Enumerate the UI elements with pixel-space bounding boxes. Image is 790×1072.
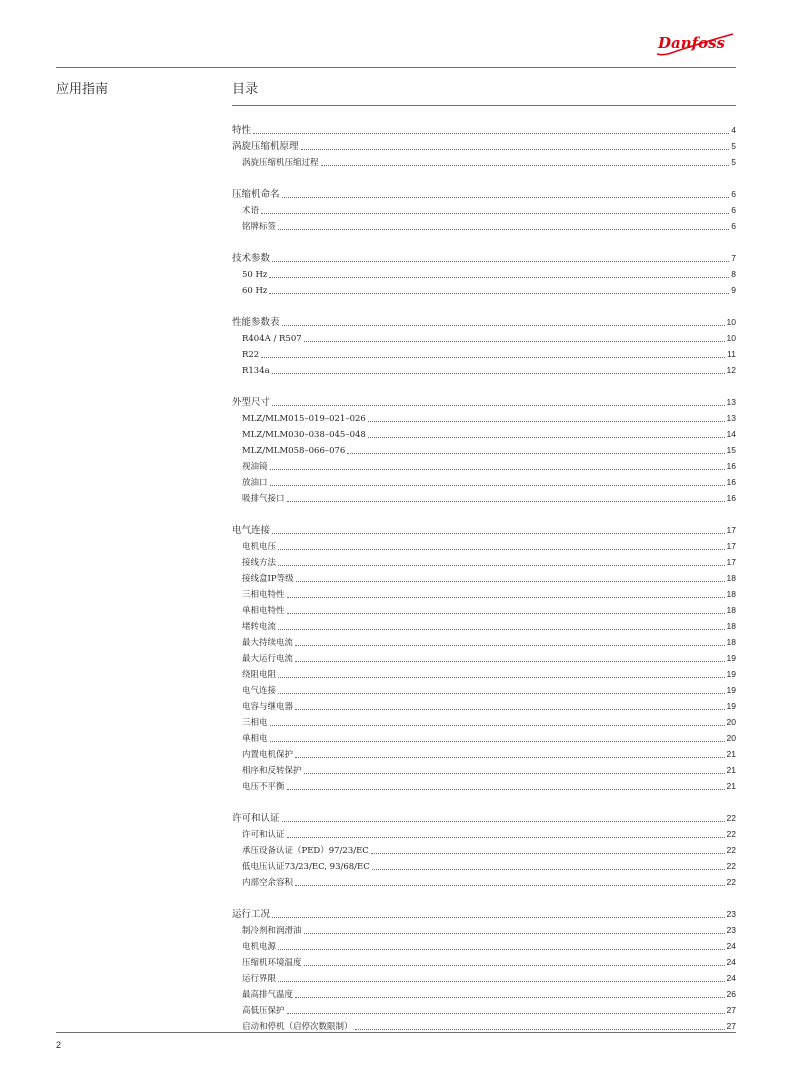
toc-entry-page: 24 [726, 957, 736, 967]
toc-entry-page: 18 [726, 589, 736, 599]
dot-leader [321, 154, 730, 166]
toc-entry-label: 电气连接 [232, 525, 271, 536]
page-number: 2 [56, 1040, 62, 1050]
dot-leader [270, 474, 725, 486]
dot-leader [295, 698, 725, 710]
dot-leader [270, 730, 725, 742]
toc-entry-label: 单相电特性 [242, 606, 285, 616]
toc-entry-label: 最大持续电流 [242, 638, 294, 648]
toc-entry-label: R134a [242, 366, 270, 376]
dot-leader [372, 858, 725, 870]
toc-entry-page: 14 [726, 429, 736, 439]
toc-entry-label: 铭牌标签 [242, 222, 277, 232]
toc-entry[interactable] [232, 314, 736, 330]
toc-subentry[interactable] [232, 554, 736, 570]
toc-entry-page: 5 [731, 157, 736, 167]
toc-entry-page: 6 [731, 205, 736, 215]
toc-entry-page: 20 [726, 717, 736, 727]
toc-entry-page: 11 [727, 349, 736, 359]
toc-entry-label: 电气连接 [242, 686, 277, 696]
page-title: 目录 [232, 81, 259, 96]
toc-subentry[interactable] [232, 538, 736, 554]
dot-leader [295, 650, 725, 662]
toc-subentry[interactable] [232, 346, 736, 362]
dot-leader [272, 522, 725, 534]
toc-subentry[interactable] [232, 490, 736, 506]
title-rule [232, 105, 736, 106]
toc-subentry[interactable] [232, 362, 736, 378]
toc-entry-page: 23 [726, 925, 736, 935]
toc-entry-label: 电压不平衡 [242, 782, 285, 792]
toc-subentry[interactable] [232, 410, 736, 426]
toc-subentry[interactable] [232, 714, 736, 730]
dot-leader [287, 586, 725, 598]
toc-entry-label: 单相电 [242, 734, 268, 744]
toc-entry-page: 17 [726, 541, 736, 551]
toc-entry-page: 21 [726, 749, 736, 759]
dot-leader [301, 138, 730, 150]
toc-entry-page: 21 [726, 765, 736, 775]
toc-entry-label: 外型尺寸 [232, 397, 271, 408]
toc-entry-page: 7 [731, 253, 736, 263]
dot-leader [261, 346, 725, 358]
dot-leader [371, 842, 725, 854]
toc-entry-label: 运行工况 [232, 909, 271, 920]
toc-entry-label: 运行界限 [242, 974, 277, 984]
toc-entry-page: 6 [731, 189, 736, 199]
toc-entry-label: 低电压认证73/23/EC, 93/68/EC [242, 862, 370, 872]
toc-entry-label: 最大运行电流 [242, 654, 294, 664]
toc-section [232, 186, 736, 234]
toc-entry[interactable] [232, 250, 736, 266]
toc-entry[interactable] [232, 906, 736, 922]
dot-leader [295, 634, 725, 646]
dot-leader [368, 410, 725, 422]
toc-entry-page: 10 [726, 317, 736, 327]
toc-entry-page: 8 [731, 269, 736, 279]
toc-subentry[interactable] [232, 458, 736, 474]
toc-entry-label: 60 Hz [242, 286, 268, 296]
toc-entry-page: 17 [726, 557, 736, 567]
dot-leader [278, 538, 725, 550]
toc-entry-page: 17 [726, 525, 736, 535]
toc-subentry[interactable] [232, 954, 736, 970]
toc-subentry[interactable] [232, 874, 736, 890]
toc-entry-page: 22 [726, 861, 736, 871]
toc-entry-page: 10 [726, 333, 736, 343]
toc-entry-label: 许可和认证 [232, 813, 280, 824]
danfoss-logo [654, 29, 736, 57]
dot-leader [269, 266, 729, 278]
toc-subentry[interactable] [232, 426, 736, 442]
toc-subentry[interactable] [232, 922, 736, 938]
toc-entry-page: 16 [726, 493, 736, 503]
toc-entry-page: 24 [726, 941, 736, 951]
dot-leader [355, 1018, 725, 1030]
toc-entry-label: 涡旋压缩机压缩过程 [242, 158, 319, 168]
toc-entry[interactable] [232, 186, 736, 202]
dot-leader [270, 458, 725, 470]
toc-entry-page: 19 [726, 685, 736, 695]
toc-subentry[interactable] [232, 986, 736, 1002]
toc-section [232, 314, 736, 378]
toc-subentry[interactable] [232, 570, 736, 586]
dot-leader [278, 554, 725, 566]
toc-entry-page: 6 [731, 221, 736, 231]
toc-subentry[interactable] [232, 282, 736, 298]
toc-entry-page: 15 [726, 445, 736, 455]
toc-entry-page: 16 [726, 461, 736, 471]
toc-entry[interactable] [232, 522, 736, 538]
dot-leader [253, 122, 729, 134]
toc-entry-page: 4 [731, 125, 736, 135]
toc-subentry[interactable] [232, 698, 736, 714]
toc-entry-label: 吸排气接口 [242, 494, 285, 504]
dot-leader [304, 762, 725, 774]
dot-leader [272, 394, 725, 406]
toc-subentry[interactable] [232, 442, 736, 458]
toc-entry-label: 压缩机环境温度 [242, 958, 302, 968]
toc-entry-label: 电机电压 [242, 542, 277, 552]
toc-entry-label: 内置电机保护 [242, 750, 294, 760]
dot-leader [296, 570, 725, 582]
footer-rule [56, 1032, 736, 1033]
toc-entry-label: 启动和停机（启停次数限制） [242, 1022, 353, 1032]
dot-leader [261, 202, 729, 214]
toc-entry-label: 内部空余容积 [242, 878, 294, 888]
brand-wordmark: Danfoss [658, 34, 725, 52]
dot-leader [368, 426, 725, 438]
toc-entry-label: 承压设备认证（PED）97/23/EC [242, 846, 369, 856]
toc-section [232, 906, 736, 1034]
toc-subentry[interactable] [232, 730, 736, 746]
toc-entry-page: 27 [726, 1021, 736, 1031]
dot-leader [278, 666, 725, 678]
toc-entry-label: 性能参数表 [232, 317, 280, 328]
toc-entry-label: 许可和认证 [242, 830, 285, 840]
toc-entry-label: 接线盒IP等级 [242, 574, 294, 584]
toc-section [232, 522, 736, 794]
toc-entry-page: 9 [731, 285, 736, 295]
toc-subentry[interactable] [232, 634, 736, 650]
toc-entry-label: MLZ/MLM030–038–045–048 [242, 430, 366, 440]
toc-entry-label: 涡旋压缩机原理 [232, 141, 299, 152]
toc-entry-page: 5 [731, 141, 736, 151]
toc-entry-page: 12 [726, 365, 736, 375]
toc-entry-label: 电容与继电器 [242, 702, 294, 712]
toc-subentry[interactable] [232, 266, 736, 282]
dot-leader [282, 186, 730, 198]
dot-leader [287, 826, 725, 838]
toc-entry-page: 19 [726, 653, 736, 663]
dot-leader [278, 938, 725, 950]
toc-subentry[interactable] [232, 938, 736, 954]
toc-entry-page: 13 [726, 413, 736, 423]
dot-leader [278, 618, 725, 630]
toc-entry-label: 压缩机命名 [232, 189, 280, 200]
toc-entry-label: 三相电特性 [242, 590, 285, 600]
toc-subentry[interactable] [232, 858, 736, 874]
guide-title: 应用指南 [56, 81, 109, 96]
toc-entry-page: 19 [726, 701, 736, 711]
toc-section [232, 394, 736, 506]
toc-entry-label: 视油镜 [242, 462, 268, 472]
dot-leader [295, 986, 725, 998]
toc-entry-label: 术语 [242, 206, 260, 216]
toc-entry-label: MLZ/MLM015–019–021–026 [242, 414, 366, 424]
toc-subentry[interactable] [232, 154, 736, 170]
toc-entry-page: 22 [726, 845, 736, 855]
toc-subentry[interactable] [232, 666, 736, 682]
dot-leader [270, 714, 725, 726]
dot-leader [287, 778, 725, 790]
toc-entry[interactable] [232, 810, 736, 826]
toc-subentry[interactable] [232, 218, 736, 234]
dot-leader [272, 250, 729, 262]
dot-leader [282, 810, 725, 822]
dot-leader [272, 906, 725, 918]
toc-subentry[interactable] [232, 586, 736, 602]
toc-entry-label: 三相电 [242, 718, 268, 728]
toc-subentry[interactable] [232, 650, 736, 666]
dot-leader [278, 682, 725, 694]
toc-entry-label: 最高排气温度 [242, 990, 294, 1000]
toc-subentry[interactable] [232, 970, 736, 986]
toc-entry-page: 13 [726, 397, 736, 407]
toc-subentry[interactable] [232, 474, 736, 490]
toc-entry-page: 18 [726, 573, 736, 583]
toc-entry-page: 27 [726, 1005, 736, 1015]
toc-subentry[interactable] [232, 842, 736, 858]
toc-entry-label: 50 Hz [242, 270, 268, 280]
toc-entry-page: 16 [726, 477, 736, 487]
toc-section [232, 122, 736, 170]
toc-entry-label: 电机电源 [242, 942, 277, 952]
toc-subentry[interactable] [232, 762, 736, 778]
dot-leader [278, 218, 729, 230]
dot-leader [304, 330, 725, 342]
toc-entry-label: 绕阻电阻 [242, 670, 277, 680]
header-rule [56, 67, 736, 68]
toc-entry-page: 24 [726, 973, 736, 983]
dot-leader [287, 490, 725, 502]
toc-entry-page: 26 [726, 989, 736, 999]
toc-entry-label: 堵转电流 [242, 622, 277, 632]
toc-entry-page: 20 [726, 733, 736, 743]
toc-subentry[interactable] [232, 330, 736, 346]
toc-entry-page: 18 [726, 637, 736, 647]
table-of-contents [232, 122, 736, 1050]
toc-entry-page: 23 [726, 909, 736, 919]
toc-entry[interactable] [232, 138, 736, 154]
toc-entry-page: 18 [726, 605, 736, 615]
dot-leader [295, 874, 725, 886]
toc-entry-page: 19 [726, 669, 736, 679]
dot-leader [282, 314, 725, 326]
toc-entry-label: 接线方法 [242, 558, 277, 568]
toc-entry-page: 21 [726, 781, 736, 791]
toc-entry-label: 技术参数 [232, 253, 271, 264]
toc-section [232, 810, 736, 890]
dot-leader [347, 442, 724, 454]
toc-entry-label: 相序和反转保护 [242, 766, 302, 776]
toc-subentry[interactable] [232, 618, 736, 634]
toc-entry-label: R404A / R507 [242, 334, 302, 344]
toc-entry-page: 22 [726, 813, 736, 823]
toc-entry-label: 制冷剂和润滑油 [242, 926, 302, 936]
toc-subentry[interactable] [232, 602, 736, 618]
toc-entry-label: 特性 [232, 125, 252, 136]
toc-entry-page: 22 [726, 877, 736, 887]
toc-subentry[interactable] [232, 746, 736, 762]
toc-subentry[interactable] [232, 826, 736, 842]
toc-subentry[interactable] [232, 682, 736, 698]
toc-section [232, 250, 736, 298]
toc-entry-page: 18 [726, 621, 736, 631]
toc-subentry[interactable] [232, 202, 736, 218]
toc-entry[interactable] [232, 394, 736, 410]
dot-leader [304, 954, 725, 966]
toc-entry-label: 放油口 [242, 478, 268, 488]
dot-leader [278, 970, 725, 982]
dot-leader [272, 362, 725, 374]
dot-leader [287, 1002, 725, 1014]
dot-leader [295, 746, 725, 758]
dot-leader [287, 602, 725, 614]
dot-leader [269, 282, 729, 294]
toc-entry-label: 高低压保护 [242, 1006, 285, 1016]
toc-subentry[interactable] [232, 778, 736, 794]
toc-entry[interactable] [232, 122, 736, 138]
toc-entry-label: MLZ/MLM058–066–076 [242, 446, 346, 456]
toc-entry-page: 22 [726, 829, 736, 839]
dot-leader [304, 922, 725, 934]
toc-subentry[interactable] [232, 1002, 736, 1018]
toc-entry-label: R22 [242, 350, 260, 360]
